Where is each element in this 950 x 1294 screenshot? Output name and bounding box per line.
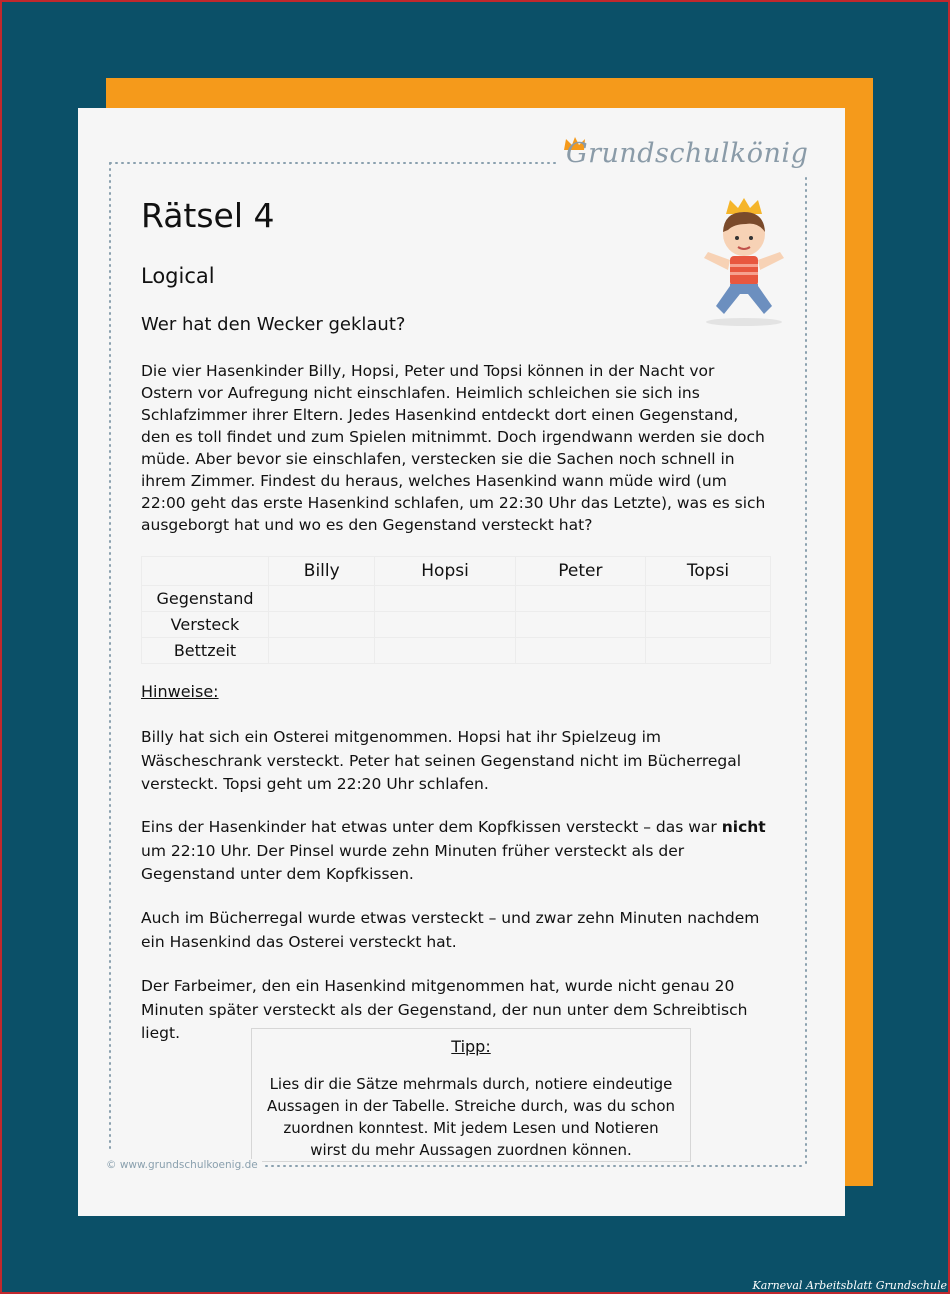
intro-text: Die vier Hasenkinder Billy, Hopsi, Peter und Topsi können in der Nacht vor Ostern vor Aufregung nicht einschlafen. Heimlich schleichen sie sich ins Schlafzimmer ihrer Eltern. Jedes Hasenkind entdeckt dort einen Gegenstand, den es toll findet und zum Spielen mitnimmt. Doch irgendwann werden sie doch müde. Aber bevor sie einschlafen, verstecken sie die Sachen noch schnell in ihrem Zimmer. Findest du heraus, welches Hasenkind wann müde wird (um 22:00 geht das erste Hasenkind schlafen, um 22:30 Uhr das Letzte), was es sich ausgeborgt hat und wo es den Gegenstand versteckt hat? [141, 362, 766, 534]
row-label: Versteck [142, 612, 269, 638]
table-cell[interactable] [646, 638, 771, 664]
hints-heading: Hinweise: [141, 682, 219, 701]
table-cell[interactable] [269, 638, 375, 664]
tip-heading: Tipp: [451, 1037, 491, 1056]
column-header: Billy [269, 557, 375, 586]
table-cell[interactable] [269, 586, 375, 612]
child-with-crown-illustration [694, 194, 794, 326]
hint-paragraph-4: Der Farbeimer, den ein Hasenkind mitgenommen hat, wurde nicht genau 20 Minuten später versteckt als der Gegenstand, der nun unter dem Schreibtisch liegt. [141, 977, 748, 1042]
table-cell[interactable] [375, 612, 515, 638]
table-header-row [142, 557, 771, 586]
hint-text: Eins der Hasenkinder hat etwas unter dem Kopfkissen versteckt – das war [141, 818, 722, 836]
table-cell[interactable] [646, 586, 771, 612]
row-label: Bettzeit [142, 638, 269, 664]
column-header: Peter [515, 557, 645, 586]
tip-text: Lies dir die Sätze mehrmals durch, notiere eindeutige Aussagen in der Tabelle. Streiche durch, was du schon zuordnen konntest. Mit jedem Lesen und Notieren wirst du mehr Aussagen zuordnen können. [266, 1075, 676, 1159]
table-cell[interactable] [515, 586, 645, 612]
header-corner [142, 557, 269, 586]
copyright-notice: © www.grundschulkoenig.de [106, 1159, 262, 1171]
hint-emphasis: nicht [721, 818, 766, 836]
hint-text: um 22:10 Uhr. Der Pinsel wurde zehn Minuten früher versteckt als der Gegenstand unter dem Kopfkissen. [141, 841, 685, 883]
riddle-question: Wer hat den Wecker geklaut? [141, 314, 406, 335]
table-cell[interactable] [515, 638, 645, 664]
table-cell[interactable] [515, 612, 645, 638]
hint-paragraph-1: Billy hat sich ein Osterei mitgenommen. Hopsi hat ihr Spielzeug im Wäscheschrank versteckt. Peter hat seinen Gegenstand nicht im Bücherregal versteckt. Topsi geht um 22:20 Uhr schlafen. [141, 728, 742, 793]
table-cell[interactable] [375, 638, 515, 664]
row-label: Gegenstand [142, 586, 269, 612]
table-cell[interactable] [646, 612, 771, 638]
table-row [142, 586, 771, 612]
table-cell[interactable] [269, 612, 375, 638]
hint-paragraph-3: Auch im Bücherregal wurde etwas versteckt – und zwar zehn Minuten nachdem ein Hasenkind das Osterei versteckt hat. [141, 909, 760, 951]
brand-logo: Grundschulkönig [566, 138, 809, 169]
column-header: Topsi [646, 557, 771, 586]
table-row [142, 638, 771, 664]
solution-table [141, 556, 771, 664]
worksheet [78, 108, 845, 1216]
hint-paragraph-2 [141, 816, 771, 887]
column-header: Hopsi [375, 557, 515, 586]
tip-box [251, 1028, 691, 1162]
table-row [142, 612, 771, 638]
page-title: Rätsel 4 [141, 196, 275, 235]
image-caption: Karneval Arbeitsblatt Grundschule [752, 1279, 947, 1292]
table-cell[interactable] [375, 586, 515, 612]
page-subtitle: Logical [141, 264, 215, 288]
